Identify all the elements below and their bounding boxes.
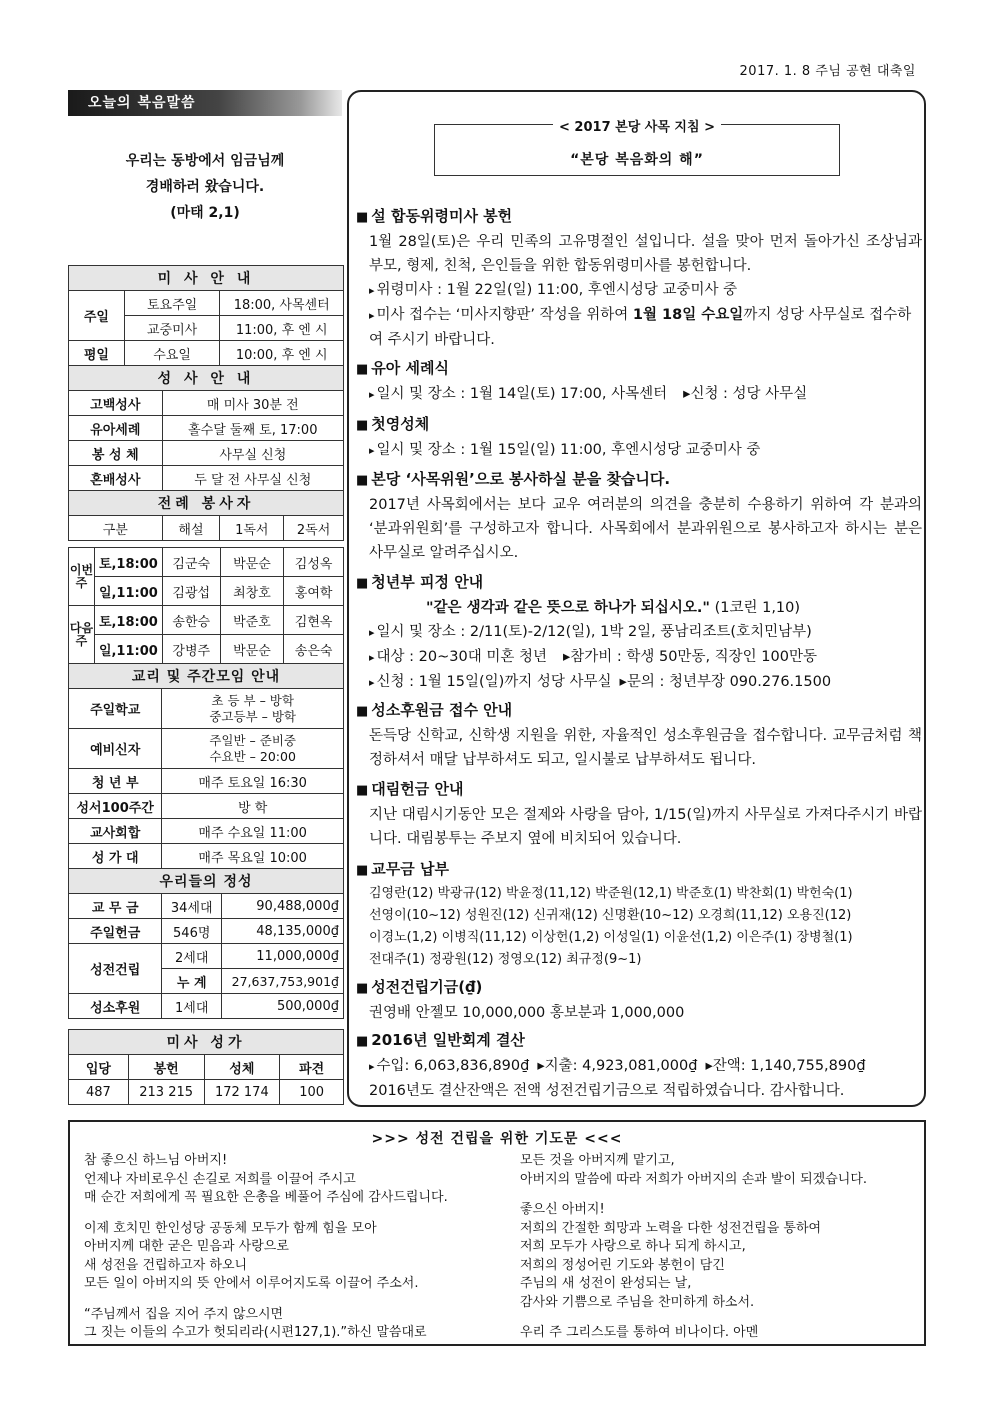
offering-dues-count: 34세대: [162, 894, 222, 919]
server-reader2: 홍여학: [284, 577, 344, 606]
server-guide: 김광섭: [162, 577, 220, 606]
notice-item: 일시 및 장소 : 1월 14일(토) 17:00, 사목센터: [376, 386, 668, 402]
notice-body: 1월 28일(토)은 우리 민족의 고유명절인 설입니다. 설을 맞아 먼저 돌아가신 조상님과 부모, 형제, 친척, 은인들을 위한 합동위령미사를 봉헌합니다.: [369, 234, 922, 274]
notice-quote: "같은 생각과 같은 뜻으로 하나가 되십시오.": [426, 600, 710, 616]
notice-body: 2016년도 결산잔액은 전액 성전건립기금으로 적립하였습니다. 감사합니다.: [369, 1083, 845, 1099]
meeting-school-label: 주일학교: [69, 689, 162, 729]
offering-building-label: 성전건립: [69, 944, 162, 994]
prayer-left-column: [84, 1152, 514, 1343]
server-guide: 김군숙: [162, 548, 220, 577]
mass-gyo-time: 11:00, 후 엔 시: [220, 316, 344, 341]
prayer-line: 우리 주 그리스도를 통하여 비나이다. 아멘: [520, 1325, 759, 1340]
mass-weekday-label: 평일: [69, 341, 125, 366]
notice-building-fund: [356, 975, 922, 1025]
notice-item: 신청 : 1월 15일(일)까지 성당 사무실: [376, 674, 612, 690]
notice-item: 대상 : 20~30대 미혼 청년: [376, 649, 547, 665]
notice-item: ▸ 위령미사 : 1월 22일(일) 11:00, 후엔시성당 교중미사 중: [356, 278, 922, 303]
pastoral-guide-box: [434, 120, 840, 176]
prayer-line: 좋으신 아버지!: [520, 1202, 605, 1217]
notice-title: ■ 대림헌금 안내: [356, 777, 922, 803]
notice-item: 신청 : 성당 사무실: [690, 386, 808, 402]
prayer-line: 언제나 자비로우신 손길로 저희를 이끌어 주시고: [84, 1171, 356, 1187]
pastoral-guide-slogan: “본당 복음화의 해”: [570, 152, 704, 168]
notice-item: ▸ 일시 및 장소 : 2/11(토)-2/12(일), 1박 2일, 풍남리조트(호치민남부): [356, 620, 922, 645]
servers-section-title: 전례 봉사자: [69, 491, 344, 516]
hymn-recessional-number: 100: [280, 1080, 344, 1105]
hymn-offertory-label: 봉헌: [128, 1055, 204, 1080]
meeting-catechumen-wednesday: 수요반 – 20:00: [209, 748, 296, 764]
offering-sunday-count: 546명: [162, 919, 222, 944]
sacrament-value: 매 미사 30분 전: [162, 391, 343, 416]
offering-section-title: 우리들의 정성: [69, 869, 344, 894]
servers-header-guide: 해설: [162, 516, 220, 541]
sacrament-value: 두 달 전 사무실 신청: [162, 466, 343, 491]
parish-info-table: [68, 265, 344, 541]
offering-dues-label: 교 무 금: [69, 894, 162, 919]
server-time: 일,11:00: [94, 635, 162, 664]
prayer-line: 이제 호치민 한인성당 공동체 모두가 함께 힘을 모아: [84, 1220, 377, 1236]
server-reader2: 송은숙: [284, 635, 344, 664]
dues-line: 이경노(1,2) 이병직(11,12) 이상헌(1,2) 이성일(1) 이윤선(1,2) 이은주(1) 장병철(1): [369, 930, 853, 945]
sacrament-value: 사무실 신청: [162, 441, 343, 466]
prayer-line: 모든 일이 아버지의 뜻 안에서 이루어지도록 이끌어 주소서.: [84, 1276, 419, 1291]
prayer-line: 그 짓는 이들의 수고가 헛되리라(시편127,1).”하신 말씀대로: [84, 1325, 427, 1340]
prayer-line: 모든 것을 아버지께 맡기고,: [520, 1153, 675, 1168]
notice-item: ▸ 일시 및 장소 : 1월 15일(일) 11:00, 후엔시성당 교중미사 중: [356, 438, 922, 463]
sacrament-label: 유아세례: [69, 416, 163, 441]
hymn-entrance-label: 입당: [69, 1055, 129, 1080]
hymns-section-title: 미사 성가: [69, 1030, 344, 1055]
servers-header-reading2: 2독서: [284, 516, 344, 541]
notice-advent-offering: [356, 777, 922, 851]
mass-gyo-label: 교중미사: [124, 316, 220, 341]
notice-title: ■ 청년부 피정 안내: [356, 570, 922, 596]
meeting-school-secondary: 중고등부 – 방학: [209, 708, 297, 724]
notice-body: 2017년 사목회에서는 보다 교우 여러분의 의견을 충분히 수용하기 위하여 각 분과의 ‘분과위원회’를 구성하고자 합니다. 사목회에서 분과위원으로 봉사하고자 하시는 분은 사무실로 알려주십시오.: [369, 497, 922, 561]
gospel-line-2: 경배하러 왔습니다.: [145, 179, 265, 195]
server-reader1: 박문순: [220, 548, 284, 577]
dues-line: 선영이(10~12) 성원진(12) 신귀재(12) 신명환(10~12) 오경희(11,12) 오용진(12): [369, 908, 852, 923]
prayer-line: 아버지의 말씀에 따라 저희가 아버지의 손과 발이 되겠습니다.: [520, 1171, 868, 1187]
mass-sunday-label: 주일: [69, 291, 125, 341]
notice-quote-ref: (1코린 1,10): [709, 600, 801, 616]
mass-wed-label: 수요일: [124, 341, 220, 366]
notice-item: 문의 : 청년부장 090.276.1500: [626, 674, 832, 690]
sacrament-label: 봉 성 체: [69, 441, 163, 466]
notice-lunar-new-year: [356, 204, 922, 352]
prayer-line: 주님의 새 성전이 완성되는 날,: [520, 1276, 692, 1291]
offering-sunday-label: 주일헌금: [69, 919, 162, 944]
notice-vocation-fund: [356, 698, 922, 772]
hymn-offertory-number: 213 215: [128, 1080, 204, 1105]
prayer-line: 새 성전을 건립하고자 하오니: [84, 1257, 248, 1273]
dues-line: 전대주(1) 정광원(12) 정영오(12) 최규정(9~1): [369, 952, 642, 967]
sacrament-value: 홀수달 둘째 토, 17:00: [162, 416, 343, 441]
pastoral-guide-title: < 2017 본당 사목 지침 >: [553, 120, 721, 135]
meeting-bible-time: 방 학: [162, 794, 344, 819]
accounts-balance: 잔액: 1,140,755,890₫: [712, 1058, 866, 1074]
prayer-line: 저희의 간절한 희망과 노력을 다한 성전건립을 통하여: [520, 1220, 822, 1236]
servers-header-div: 구분: [69, 516, 163, 541]
meetings-table: [68, 663, 344, 1019]
prayer-right-column: [520, 1152, 920, 1343]
prayer-box: [68, 1120, 926, 1346]
meeting-youth-label: 청 년 부: [69, 769, 162, 794]
notice-body: 돈득당 신학교, 신학생 지원을 위한, 자율적인 성소후원금을 접수합니다. 교무금처럼 책정하셔서 매달 납부하셔도 되고, 일시불로 납부하셔도 됩니다.: [369, 728, 922, 768]
offering-building-total-label: 누 계: [162, 969, 222, 994]
mass-sat-label: 토요주일: [124, 291, 220, 316]
prayer-line: 감사와 기쁨으로 주님을 찬미하게 하소서.: [520, 1294, 755, 1310]
offering-vocation-label: 성소후원: [69, 994, 162, 1019]
prayer-title: >>> 성전 건립을 위한 기도문 <<<: [371, 1131, 623, 1147]
hymn-communion-number: 172 174: [204, 1080, 280, 1105]
bulletin-date: 2017. 1. 8 주님 공현 대축일: [739, 64, 916, 79]
servers-next-week: 다음주: [69, 606, 95, 664]
gospel-heading: 오늘의 복음말씀: [68, 90, 342, 116]
notice-title: ■ 설 합동위령미사 봉헌: [356, 204, 922, 230]
servers-header-reading1: 1독서: [220, 516, 284, 541]
notice-2016-accounts: ■ 2016년 일반회계 결산 ▸ 수입: 6,063,836,890₫ ▸지출: 4,923,081,000₫ ▸잔액: 1,140,755,890₫ 2016년도 결산잔액은 전액 성전건립기금으로 적립하였습니다. 감사합니다.: [356, 1028, 922, 1103]
notice-item: ▸ 미사 접수는 ‘미사지향판’ 작성을 위하여 1월 18일 수요일까지 성당 사무실로 접수하여 주시기 바랍니다.: [356, 303, 922, 352]
notice-title: ■ 성소후원금 접수 안내: [356, 698, 922, 724]
notice-title: ■ 2016년 일반회계 결산: [356, 1028, 922, 1054]
notice-title: ■ 교무금 납부: [356, 857, 922, 883]
notice-title: ■ 유아 세례식: [356, 356, 922, 382]
prayer-line: 참 좋으신 하느님 아버지!: [84, 1153, 228, 1168]
offering-building-count: 2세대: [162, 944, 222, 969]
offering-vocation-amount: 500,000₫: [222, 994, 344, 1019]
server-time: 토,18:00: [94, 606, 162, 635]
server-reader2: 김현옥: [284, 606, 344, 635]
notice-first-communion: [356, 412, 922, 463]
meeting-youth-time: 매주 토요일 16:30: [162, 769, 344, 794]
meeting-choir-time: 매주 목요일 10:00: [162, 844, 344, 869]
meetings-section-title: 교리 및 주간모임 안내: [69, 664, 344, 689]
hymn-communion-label: 성체: [204, 1055, 280, 1080]
meeting-catechumen-label: 예비신자: [69, 729, 162, 769]
notice-youth-retreat: ■ 청년부 피정 안내 "같은 생각과 같은 뜻으로 하나가 되십시오." (1코린 1,10) ▸ 일시 및 장소 : 2/11(토)-2/12(일), 1박 2일, 풍남리조트(호치민남부) ▸ 대상 : 20~30대 미혼 청년 ▸참가비 : 학생 50만동, 직장인 100만동 ▸ 신청 : 1월 15일(일)까지 성당 사무실 ▸문의 : 청년부장 090.276.1500: [356, 570, 922, 695]
server-reader2: 김성옥: [284, 548, 344, 577]
sacrament-label: 고백성사: [69, 391, 163, 416]
meeting-catechumen-sunday: 주일반 – 준비중: [209, 732, 297, 748]
prayer-line: 저희의 정성어린 기도와 봉헌이 담긴: [520, 1257, 725, 1273]
offering-building-amount: 11,000,000₫: [222, 944, 344, 969]
mass-wed-time: 10:00, 후 엔 시: [220, 341, 344, 366]
prayer-line: 저희 모두가 사랑으로 하나 되게 하시고,: [520, 1239, 746, 1254]
offering-sunday-amount: 48,135,000₫: [222, 919, 344, 944]
sacrament-section-title: 성 사 안 내: [69, 366, 344, 391]
mass-section-title: 미 사 안 내: [69, 266, 344, 291]
prayer-line: 아버지께 대한 굳은 믿음과 사랑으로: [84, 1239, 289, 1254]
meeting-choir-label: 성 가 대: [69, 844, 162, 869]
server-reader1: 최창호: [220, 577, 284, 606]
gospel-line-1: 우리는 동방에서 임금님께: [125, 153, 285, 169]
servers-table: [68, 547, 344, 664]
notice-item: 참가비 : 학생 50만동, 직장인 100만동: [570, 649, 817, 665]
server-guide: 송한승: [162, 606, 220, 635]
servers-this-week: 이번주: [69, 548, 95, 606]
server-time: 토,18:00: [94, 548, 162, 577]
mass-sat-time: 18:00, 사목센터: [220, 291, 344, 316]
notice-body: 지난 대림시기동안 모은 절제와 사랑을 담아, 1/15(일)까지 사무실로 가져다주시기 바랍니다. 대림봉투는 주보지 옆에 비치되어 있습니다.: [369, 807, 922, 847]
notice-title: ■ 첫영성체: [356, 412, 922, 438]
gospel-reference: (마태 2,1): [170, 205, 240, 221]
notice-title: ■ 본당 ‘사목위원’으로 봉사하실 분을 찾습니다.: [356, 467, 922, 493]
hymn-recessional-label: 파견: [280, 1055, 344, 1080]
prayer-line: 매 순간 저희에게 꼭 필요한 은총을 베풀어 주심에 감사드립니다.: [84, 1190, 448, 1205]
meeting-teacher-time: 매주 수요일 11:00: [162, 819, 344, 844]
notice-dues-payment: [356, 857, 922, 971]
sacrament-label: 혼배성사: [69, 466, 163, 491]
hymn-entrance-number: 487: [69, 1080, 129, 1105]
offering-building-total: 27,637,753,901₫: [222, 969, 344, 994]
offering-dues-amount: 90,488,000₫: [222, 894, 344, 919]
dues-line: 김영란(12) 박광규(12) 박윤정(11,12) 박준원(12,1) 박준호(1) 박찬회(1) 박헌숙(1): [369, 886, 853, 901]
meeting-school-elementary: 초 등 부 – 방학: [211, 692, 294, 708]
server-reader1: 박문순: [220, 635, 284, 664]
gospel-verse: [68, 148, 342, 226]
offering-vocation-count: 1세대: [162, 994, 222, 1019]
notice-infant-baptism: ■ 유아 세례식 ▸ 일시 및 장소 : 1월 14일(토) 17:00, 사목센터 ▸신청 : 성당 사무실: [356, 356, 922, 407]
server-guide: 강병주: [162, 635, 220, 664]
notice-pastoral-council: [356, 467, 922, 565]
server-reader1: 박준호: [220, 606, 284, 635]
notice-title: ■ 성전건립기금(₫): [356, 975, 922, 1001]
meeting-bible-label: 성서100주간: [69, 794, 162, 819]
server-time: 일,11:00: [94, 577, 162, 606]
prayer-line: “주님께서 집을 지어 주지 않으시면: [84, 1306, 284, 1322]
notice-body: 권영배 안젤모 10,000,000 홍보분과 1,000,000: [369, 1005, 685, 1021]
accounts-expense: 지출: 4,923,081,000₫: [544, 1058, 698, 1074]
accounts-income: 수입: 6,063,836,890₫: [376, 1058, 530, 1074]
meeting-teacher-label: 교사회합: [69, 819, 162, 844]
hymns-table: [68, 1029, 344, 1105]
